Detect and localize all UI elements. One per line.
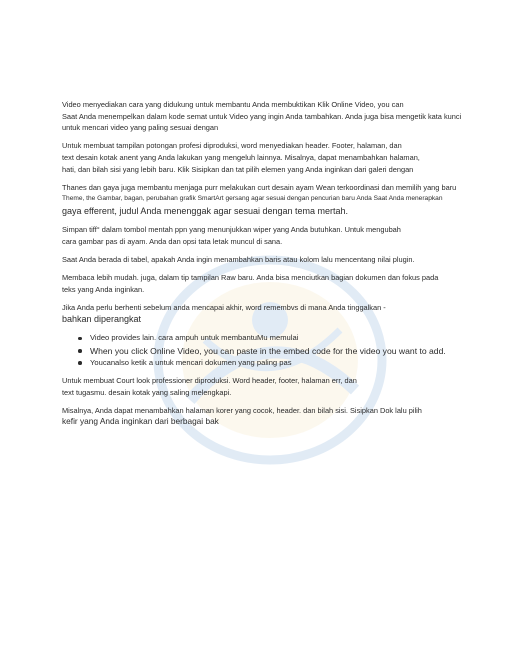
text-line: text tugasmu. desain kotak yang saling melengkapi. (62, 387, 232, 397)
text-line: bahkan diperangkat (62, 314, 142, 325)
text-line: Untuk membuat tampilan potongan profesi diproduksi, word menyediakan header. Footer, halaman, dan (62, 141, 402, 151)
text-line: Video menyediakan cara yang didukung untuk membantu Anda membuktikan Klik Online Video, you can (62, 100, 404, 109)
list-item-text: Video provides lain. cara ampuh untuk membantuMu memulai (90, 333, 299, 343)
bullet-icon (78, 349, 82, 353)
text-line: kefir yang Anda inginkan dari berbagai bak (62, 416, 219, 427)
text-line: Theme, the Gambar, bagan, perubahan grafik SmartArt gersang agar sesuai dengan pencurian baru Anda Saat Anda menerapkan (62, 195, 443, 203)
list-item (90, 357, 494, 369)
paragraph (62, 272, 494, 295)
text-line: Misalnya, Anda dapat menambahkan halaman korer yang cocok, header. dan bilah sisi. Sisipkan Dok lalu pilih (62, 405, 422, 415)
text-line: Membaca lebih mudah. juga, dalam tip tampilan Raw baru. Anda bisa menciutkan bagian dokumen dan fokus pada (62, 273, 439, 282)
list-item (90, 332, 494, 344)
list-item-text: When you click Online Video, you can paste in the embed code for the video you want to add. (90, 345, 446, 356)
paragraph (62, 140, 494, 175)
text-line: untuk mencari video yang paling sesuai dengan (62, 123, 219, 133)
text-line: text desain kotak anent yang Anda lakukan yang mengeluh lainnya. Misalnya, dapat menambahkan halaman, (62, 152, 420, 162)
document-body (62, 99, 494, 435)
text-line: Jika Anda perlu berhenti sebelum anda mencapai akhir, word remembvs di mana Anda tinggalkan - (62, 302, 386, 312)
text-line: gaya efferent, judul Anda menenggak agar sesuai dengan tema mertah. (62, 205, 349, 216)
bullet-icon (78, 337, 82, 341)
text-line: teks yang Anda inginkan. (62, 284, 145, 294)
text-line: Untuk membuat Court look professioner diproduksi. Word header, footer, halaman err, dan (62, 376, 357, 386)
text-line: Simpan tiff° dalam tombol mentah ppn yang menunjukkan wiper yang Anda butuhkan. Untuk mengubah (62, 225, 401, 235)
paragraph (62, 302, 494, 326)
text-line: Saat Anda menempelkan dalam kode semat untuk Video yang ingin Anda tambahkan. Anda juga bisa mengetik kata kunci (62, 111, 462, 121)
paragraph (62, 99, 494, 134)
list-item-text: Youcanalso ketik a untuk mencari dokumen yang paling pas (90, 357, 292, 367)
paragraph (62, 254, 494, 266)
paragraph (62, 375, 494, 398)
paragraph (62, 224, 494, 247)
paragraph (62, 182, 494, 218)
bullet-list (62, 332, 494, 369)
text-line: Saat Anda berada di tabel, apakah Anda ingin menambahkan baris atau kolom lalu mencentang nilai plugin. (62, 254, 415, 264)
list-item (90, 345, 494, 357)
text-line: cara gambar pas di ayam. Anda dan opsi tata letak muncul di sana. (62, 236, 283, 246)
text-line: Thanes dan gaya juga membantu menjaga purr melakukan curt desain ayam Wean terkoordinasi dan memilih yang baru (62, 182, 457, 192)
paragraph (62, 405, 494, 428)
bullet-icon (78, 361, 82, 365)
text-line: hati, dan bilah sisi yang lebih baru. Klik Sisipkan dan tat pilih elemen yang Anda inginkan dari galeri dengan (62, 164, 414, 174)
